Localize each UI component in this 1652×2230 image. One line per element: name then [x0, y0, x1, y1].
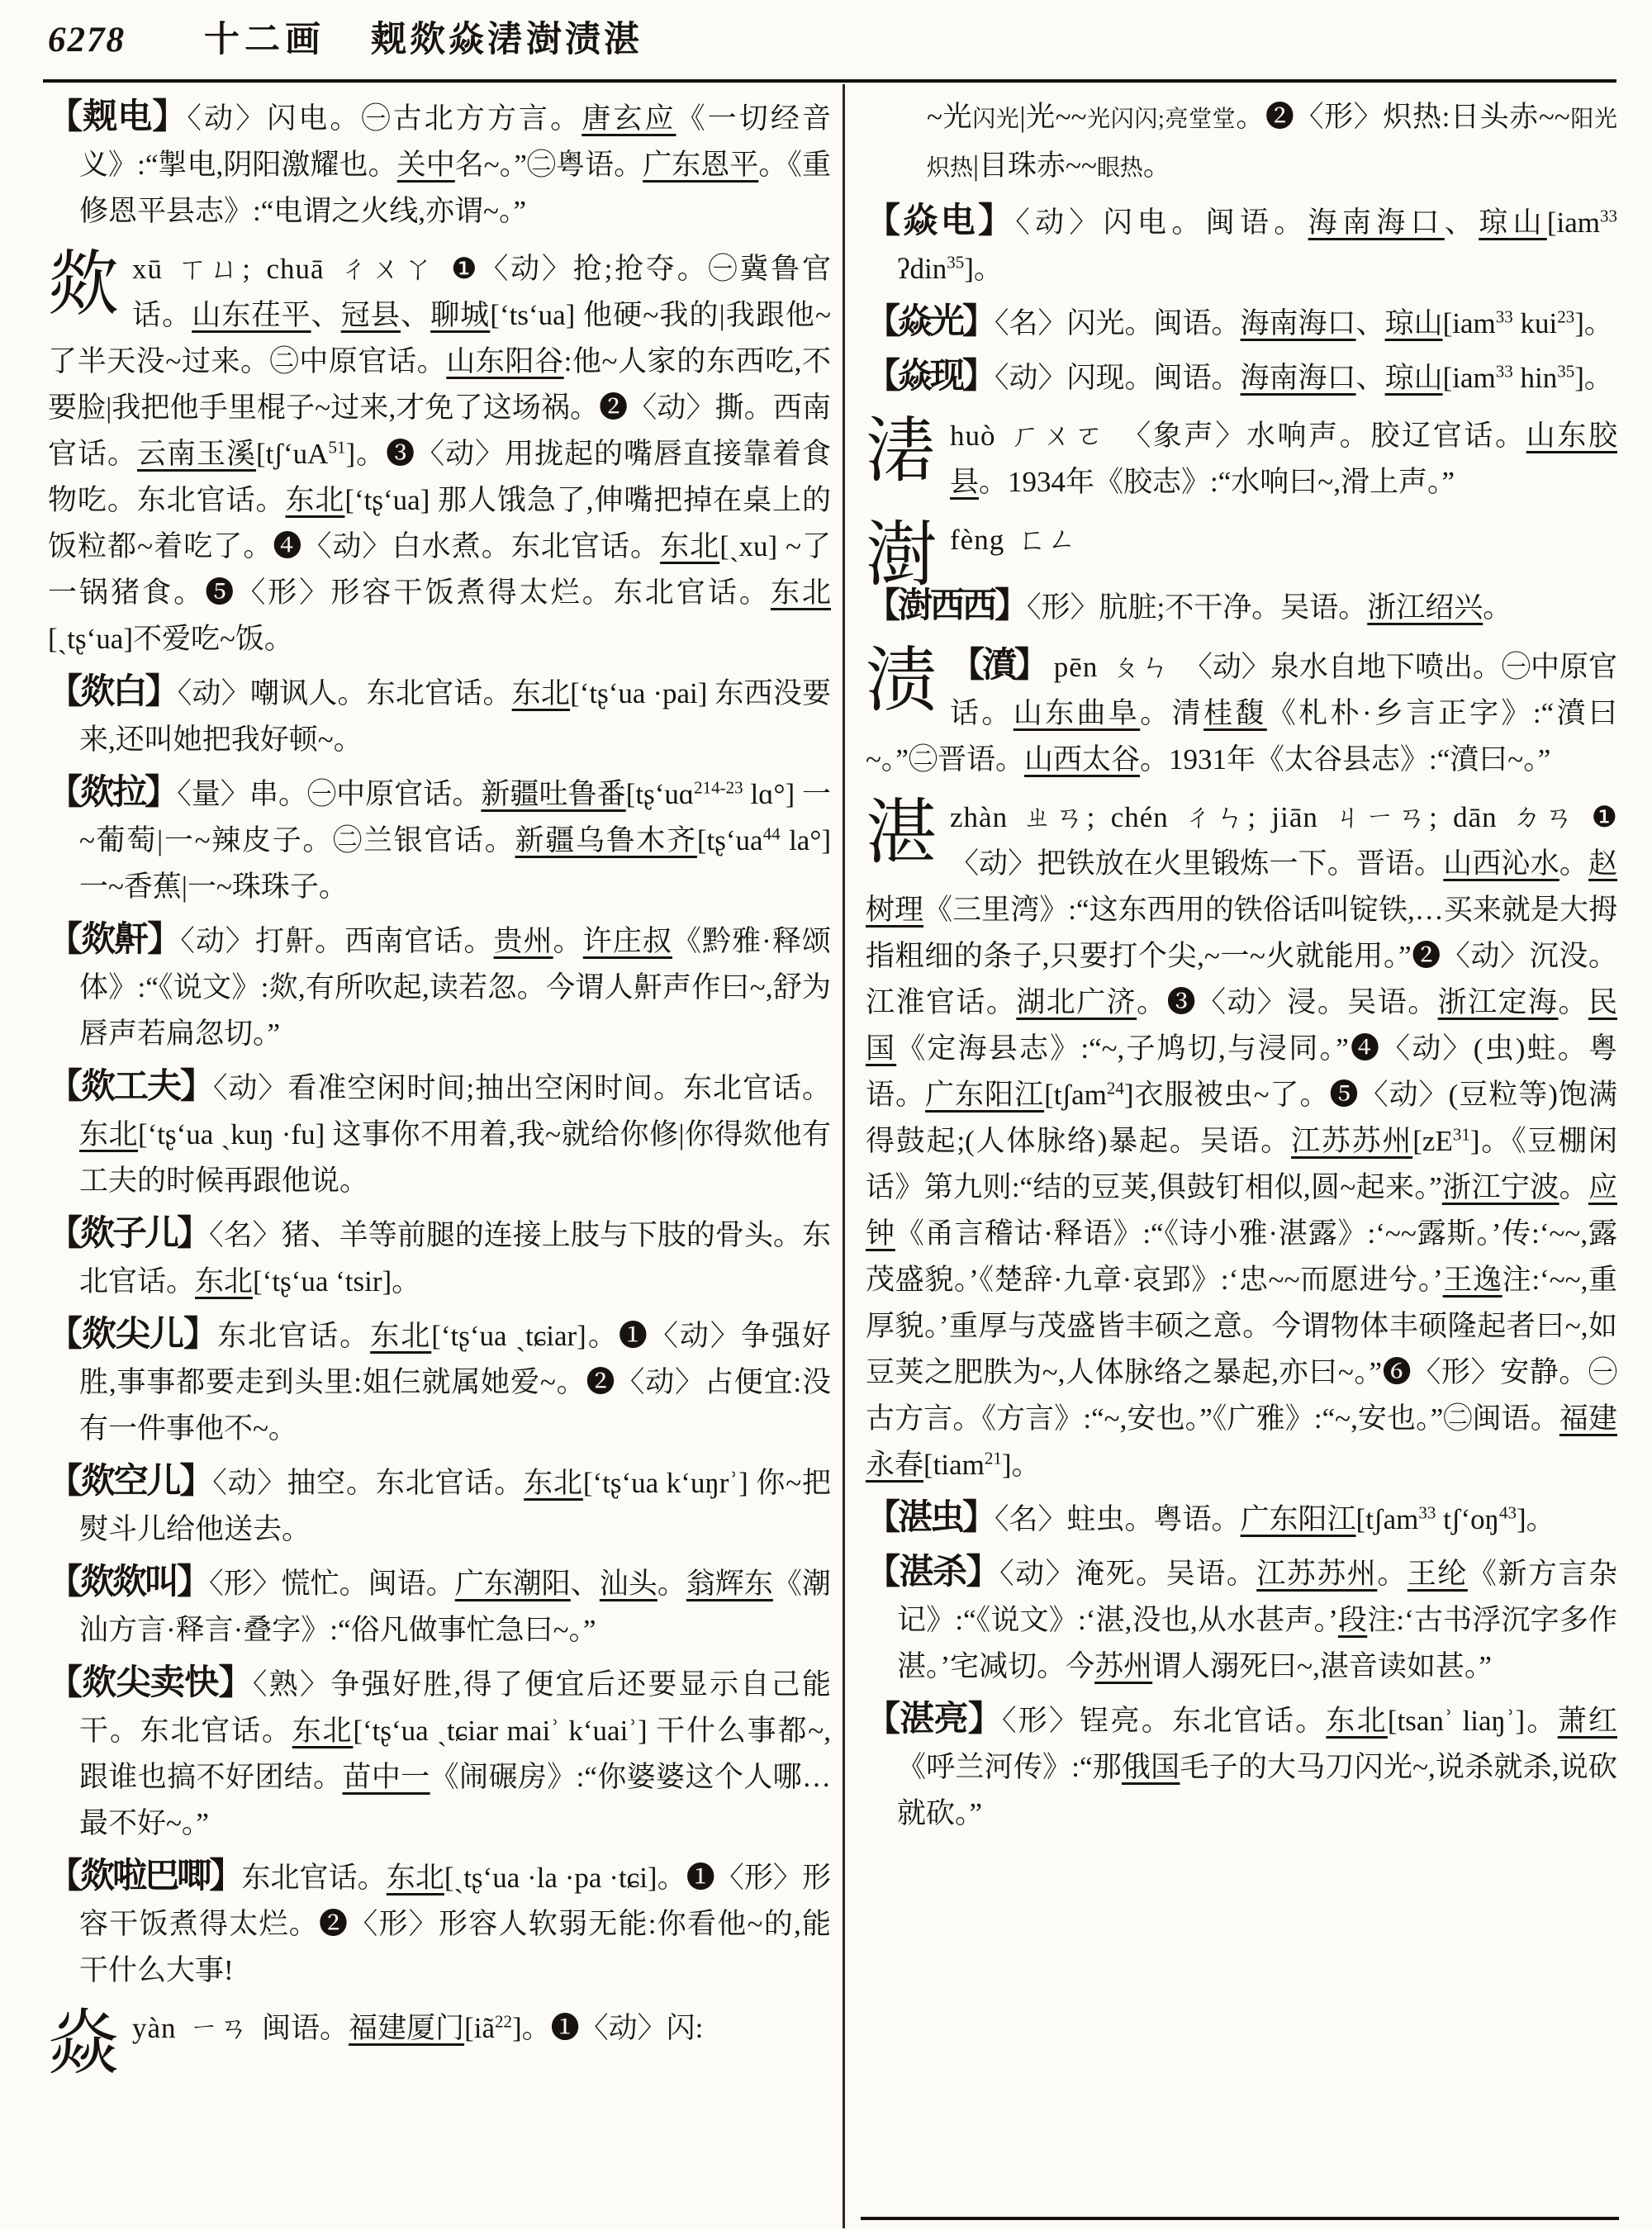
- entry-title: 【焱现】: [866, 358, 995, 396]
- entry-title: 【欻拉】: [48, 774, 178, 812]
- headword-pronunciation: fèng ㄈㄥ: [950, 524, 1077, 556]
- headword-char: 湛: [866, 793, 937, 872]
- gloss-small: 眼热: [1096, 155, 1143, 181]
- proper-noun: 新疆乌鲁木齐: [515, 824, 697, 856]
- headword-char: 湱: [866, 411, 937, 491]
- entry-title: 【欻欻叫】: [48, 1563, 210, 1601]
- tone-superscript: 31: [1452, 1124, 1470, 1145]
- proper-noun: 应钟: [866, 1171, 1617, 1250]
- proper-noun: 琼山: [1479, 206, 1547, 239]
- headword-entry: 湱huò ㄏㄨㄛ 〈象声〉水响声。胶辽官话。山东胶县。1934年《胶志》:“水响曰~,滑上声。”: [866, 411, 1617, 498]
- proper-noun: 琼山: [1384, 362, 1443, 394]
- header-rule: [43, 79, 1616, 83]
- headword-entry: 湛zhàn ㄓㄢ; chén ㄔㄣ; jiān ㄐㄧㄢ; dān ㄉㄢ ❶〈动〉把铁放在火里锻炼一下。晋语。山西沁水。赵树理《三里湾》:“这东西用的铁俗话叫锭铁,…买来就是大拇指粗细的条子,只要打个尖,~一~火就能用。”❷〈动〉沉没。江淮官话。湖北广济。❸〈动〉浸。吴语。浙江定海。民国《定海县志》:“~,子鸠切,与浸同。”❹〈动〉(虫)蛀。粤语。广东阳江[tʃam$^{24}$]衣服被虫~了。❺〈动〉(豆粒等)饱满得鼓起;(人体脉络)暴起。吴语。江苏苏州$[zE^{31}]$。《豆棚闲话》第九则:“结的豆荚,俱鼓钉相似,圆~起来。”浙江宁波。应钟《甬言稽诂·释语》:“《诗小雅·湛露》:‘~~露斯。’传:‘~~,露茂盛貌。’《楚辞·九章·哀郢》:‘忠~~而愿进兮。’王逸注:‘~~,重厚貌。’重厚与茂盛皆丰硕之意。今谓物体丰硕隆起者曰~,如豆荚之肥胅为~,人体脉络之暴起,亦曰~。”❻〈形〉安静。㊀古方言。《方言》:“~,安也。”《广雅》:“~,安也。”㊁闽语。福建永春[tiam$^{21}$]。: [866, 793, 1617, 1481]
- entry-title: 【欻空儿】: [48, 1463, 213, 1501]
- dict-entry: 【焱光】〈名〉闪光。闽语。海南海口、琼山[iam$^{33}$ kui$^{23}$]。: [866, 303, 1613, 341]
- proper-noun: 关中: [396, 149, 455, 181]
- proper-noun: 苏州: [1094, 1650, 1153, 1682]
- headword-pronunciation: xū ㄒㄩ; chuā ㄔㄨㄚ: [132, 253, 452, 285]
- proper-noun: 贵州: [493, 925, 553, 957]
- headword-entry: 焱yàn ㄧㄢ 闽语。福建厦门$[iã^{22}]$。❶〈动〉闪:: [48, 2004, 704, 2083]
- tone-superscript: 33: [1418, 1502, 1436, 1523]
- headword-pronunciation: pēn ㄆㄣ: [1053, 651, 1184, 683]
- dict-entry: 【欻尖卖快】〈熟〉争强好胜,得了便宜后还要显示自己能干。东北官话。东北[ʻtʂʻua ˏtɕiar maiʾ kʻuaiʾ] 干什么事都~,跟谁也搞不好团结。苗中一《闹碾房》:“你婆婆这个人哪…最不好~。”: [48, 1664, 831, 1839]
- proper-noun: 东北: [660, 530, 720, 562]
- proper-noun: 广东恩平: [643, 149, 759, 181]
- proper-noun: 东北: [386, 1862, 444, 1894]
- tone-superscript: 23: [1557, 306, 1575, 327]
- proper-noun: 冠县: [340, 299, 401, 331]
- dict-entry: 【湛杀】〈动〉淹死。吴语。江苏苏州。王纶《新方言杂记》:“《说文》:‘湛,没也,从水甚声。’段注:‘古书浮沉字多作湛。’宅减切。今苏州谓人溺死曰~,湛音读如甚。”: [866, 1554, 1617, 1682]
- proper-noun: 福建厦门: [349, 2012, 465, 2044]
- proper-noun: 许庄叔: [582, 925, 672, 957]
- tone-superscript: 22: [495, 2011, 512, 2032]
- dict-entry: 【欻空儿】〈动〉抽空。东北官话。东北[ʻtʂʻua kʻuŋrʾ] 你~把熨斗儿给他送去。: [48, 1463, 831, 1545]
- dict-entry: 【湛虫】〈名〉蛀虫。粤语。广东阳江[tʃam$^{33}$ tʃʻoŋ$^{43}$]。: [866, 1499, 1555, 1537]
- headword-char: 渍: [866, 641, 937, 720]
- headword-char: 焱: [48, 2004, 119, 2083]
- proper-noun: 琼山: [1384, 307, 1443, 339]
- proper-noun: 王逸: [1442, 1264, 1502, 1296]
- tone-superscript: 24: [1106, 1078, 1124, 1098]
- proper-noun: 东北: [511, 677, 571, 709]
- right-column: [866, 94, 1617, 1843]
- headword-pronunciation: huò ㄏㄨㄛ: [950, 420, 1123, 452]
- proper-noun: 云南玉溪: [136, 438, 256, 470]
- dict-entry: 【欻啦巴唧】东北官话。东北[ˏtʂʻua ·la ·pa ·tɕi]。❶〈形〉形容干饭煮得太烂。❷〈形〉形容人软弱无能:你看他~的,能干什么大事!: [48, 1858, 831, 1986]
- proper-noun: 桂馥: [1203, 697, 1267, 729]
- gloss-small: 光闪闪;亮堂堂: [1086, 107, 1237, 132]
- entry-title: 【湛虫】: [866, 1499, 995, 1537]
- entry-title: 【湛亮】: [866, 1701, 1003, 1739]
- dict-entry: 【欻拉】〈量〉串。㊀中原官话。新疆吐鲁番[tʂʻuɑ$^{214-23}$ lɑ°] 一~葡萄|一~辣皮子。㊁兰银官话。新疆乌鲁木齐[tʂʻua$^{44}$ la°] 一~香蕉|一~珠珠子。: [48, 774, 831, 903]
- entry-title: 【欻白】: [48, 673, 178, 711]
- proper-noun: 东北: [79, 1118, 138, 1151]
- tone-superscript: 33: [1495, 306, 1513, 327]
- headword-char: 澍: [866, 515, 937, 595]
- tone-superscript: 44: [762, 823, 781, 844]
- proper-noun: 山东茌平: [192, 299, 311, 331]
- proper-noun: 浙江定海: [1437, 986, 1559, 1018]
- entry-title: 【焱电】: [866, 202, 1016, 240]
- proper-noun: 广东潮阳: [454, 1568, 571, 1600]
- proper-noun: 民国: [866, 986, 1617, 1065]
- left-column: [48, 94, 831, 2083]
- proper-noun: 湖北广济: [1016, 986, 1137, 1018]
- proper-noun: 东北: [370, 1320, 432, 1352]
- dict-entry: 【欻尖儿】东北官话。东北[ʻtʂʻua ˏtɕiar]。❶〈动〉争强好胜,事事都要走到头里:姐仨就属她爱~。❷〈动〉占便宜:没有一件事他不~。: [48, 1316, 831, 1445]
- proper-noun: 东北: [524, 1467, 583, 1499]
- proper-noun: 新疆吐鲁番: [481, 778, 626, 810]
- proper-noun: 福建永春: [866, 1402, 1617, 1481]
- proper-noun: 浙江宁波: [1441, 1171, 1559, 1203]
- proper-noun: 山西沁水: [1443, 847, 1559, 880]
- headword-pronunciation: yàn ㄧㄢ: [132, 2012, 263, 2044]
- proper-noun: 东北: [195, 1265, 254, 1298]
- bottom-rule: [861, 2217, 1619, 2220]
- tone-superscript: 21: [984, 1448, 1002, 1468]
- entry-title: 【欻啦巴唧】: [48, 1858, 242, 1896]
- proper-noun: 广东阳江: [925, 1079, 1045, 1111]
- proper-noun: 段: [1337, 1604, 1368, 1636]
- dict-entry: 【澍西西】〈形〉肮脏;不干净。吴语。浙江绍兴。: [866, 587, 1512, 625]
- entry-title: 【觌电】: [48, 98, 188, 136]
- entry-title: 【欻尖卖快】: [48, 1664, 253, 1702]
- headword-entry: 渍 【濆】 pēn ㄆㄣ 〈动〉泉水自地下喷出。㊀中原官话。山东曲阜。清桂馥《札朴·乡言正字》:“濆曰~。”㊁晋语。山西太谷。1931年《太谷县志》:“濆曰~。”: [866, 641, 1617, 776]
- proper-noun: 山东曲阜: [1013, 697, 1141, 729]
- proper-noun: 山西太谷: [1023, 743, 1140, 776]
- proper-noun: 广东阳江: [1240, 1503, 1356, 1535]
- stroke-count-section: 十二画: [204, 21, 325, 59]
- tone-superscript: 35: [1557, 361, 1575, 382]
- entry-title: 【澍西西】: [866, 587, 1028, 625]
- dict-entry: 【欻欻叫】〈形〉慌忙。闽语。广东潮阳、汕头。翁辉东《潮汕方言·释言·叠字》:“俗凡做事忙急曰~。”: [48, 1563, 831, 1646]
- proper-noun: 海南海口: [1240, 307, 1356, 339]
- dict-entry: 【觌电】〈动〉闪电。㊀古北方方言。唐玄应《一切经音义》:“掣电,阴阳激耀也。关中名~。”㊁粤语。广东恩平。《重修恩平县志》:“电谓之火线,亦谓~。”: [48, 98, 831, 227]
- proper-noun: 王纶: [1407, 1558, 1468, 1590]
- dict-entry: 【欻子儿】〈名〉猪、羊等前腿的连接上肢与下肢的骨头。东北官话。东北[ʻtʂʻua ʻtsir]。: [48, 1215, 831, 1298]
- headword-pronunciation: zhàn ㄓㄢ; chén ㄔㄣ; jiān ㄐㄧㄢ; dān ㄉㄢ: [950, 801, 1592, 833]
- page-number: 6278: [48, 21, 126, 59]
- entry-title: 【欻工夫】: [48, 1068, 213, 1106]
- proper-noun: 山东胶县: [950, 420, 1617, 498]
- tone-superscript: 214-23: [694, 777, 743, 798]
- tone-superscript: 51: [328, 437, 346, 458]
- proper-noun: 翁辉东: [686, 1568, 773, 1600]
- dict-entry: 【欻工夫】〈动〉看准空闲时间;抽出空闲时间。东北官话。东北[ʻtʂʻua ˏkuŋ ·fu] 这事你不用着,我~就给你修|你得欻他有工夫的时候再跟他说。: [48, 1068, 831, 1197]
- proper-noun: 东北: [770, 576, 831, 609]
- proper-noun: 浙江绍兴: [1367, 591, 1483, 624]
- entry-continuation: ~光闪光|光~~光闪闪;亮堂堂。❷〈形〉炽热:日头赤~~阳光炽热|目珠赤~~眼热。: [927, 101, 1617, 182]
- entry-title: 【焱光】: [866, 303, 995, 341]
- tone-superscript: 43: [1498, 1502, 1517, 1523]
- tone-superscript: 33: [1495, 361, 1513, 382]
- proper-noun: 江苏苏州: [1256, 1558, 1378, 1590]
- proper-noun: 海南海口: [1240, 362, 1356, 394]
- gloss-small: 阳光炽热: [927, 107, 1617, 181]
- proper-noun: 苗中一: [342, 1761, 430, 1793]
- entry-title: 【欻鼾】: [48, 921, 181, 959]
- entry-title: 【湛杀】: [866, 1554, 1000, 1592]
- entry-title: 【欻尖儿】: [48, 1316, 218, 1354]
- headword-traditional-form: 【濆】: [950, 647, 1047, 685]
- proper-noun: 山东阳谷: [446, 345, 564, 377]
- dict-entry: 【欻鼾】〈动〉打鼾。西南官话。贵州。许庄叔《黔雅·释颂体》:“《说文》:欻,有所吹起,读若忽。今谓人鼾声作曰~,舒为唇声若扁忽切。”: [48, 921, 831, 1050]
- proper-noun: 俄国: [1121, 1751, 1180, 1783]
- proper-noun: 赵树理: [866, 847, 1617, 926]
- page-header: [48, 12, 1615, 62]
- gloss-small: 闪光: [972, 107, 1020, 132]
- tone-superscript: 33: [1599, 206, 1617, 226]
- proper-noun: 萧红: [1557, 1705, 1617, 1737]
- headword-entry: [866, 515, 1617, 595]
- column-divider: [843, 84, 845, 2228]
- dict-entry: 【焱电】〈动〉闪电。闽语。海南海口、琼山[iam$^{33}$ ʔdin$^{35}$]。: [866, 202, 1617, 285]
- proper-noun: 唐玄应: [582, 102, 676, 135]
- proper-noun: 汕头: [599, 1568, 657, 1600]
- proper-noun: 东北: [292, 1715, 354, 1747]
- tone-superscript: 35: [947, 252, 965, 273]
- dict-entry: 【欻白】〈动〉嘲讽人。东北官话。东北[ʻtʂʻua ·pai] 东西没要来,还叫她把我好顿~。: [48, 673, 831, 756]
- proper-noun: 海南海口: [1308, 206, 1445, 239]
- dict-entry: 【焱现】〈动〉闪现。闽语。海南海口、琼山[iam$^{33}$ hin$^{35}$]。: [866, 358, 1613, 396]
- proper-noun: 东北: [285, 484, 345, 516]
- proper-noun: 东北: [1326, 1705, 1388, 1737]
- proper-noun: 江苏苏州: [1291, 1125, 1413, 1157]
- proper-noun: 聊城: [430, 299, 491, 331]
- entry-title: 【欻子儿】: [48, 1215, 210, 1253]
- headword-entry: 欻xū ㄒㄩ; chuā ㄔㄨㄚ ❶〈动〉抢;抢夺。㊀冀鲁官话。山东茌平、冠县、聊城[ʻtsʻua] 他硬~我的|我跟他~了半天没~过来。㊁中原官话。山东阳谷:他~人家的东西吃,不要脸|我把他手里棍子~过来,才免了这场祸。❷〈动〉撕。西南官话。云南玉溪[tʃʻuA$^{51}$]。❸〈动〉用拢起的嘴唇直接靠着食物吃。东北官话。东北[ʻtʂʻua] 那人饿急了,伸嘴把掉在桌上的饭粒都~着吃了。❹〈动〉白水煮。东北官话。东北[ˏxu] ~了一锅猪食。❺〈形〉形容干饭煮得太烂。东北官话。东北[ˏtʂʻua]不爱吃~饭。: [48, 244, 831, 655]
- dict-entry: 【湛亮】〈形〉锃亮。东北官话。东北[tsanʾ liaŋʾ]。萧红《呼兰河传》:“那俄国毛子的大马刀闪光~,说杀就杀,说砍就砍。”: [866, 1701, 1617, 1829]
- headword-char: 欻: [48, 244, 119, 324]
- headword-index: 觌欻焱湱澍渍湛: [371, 21, 643, 59]
